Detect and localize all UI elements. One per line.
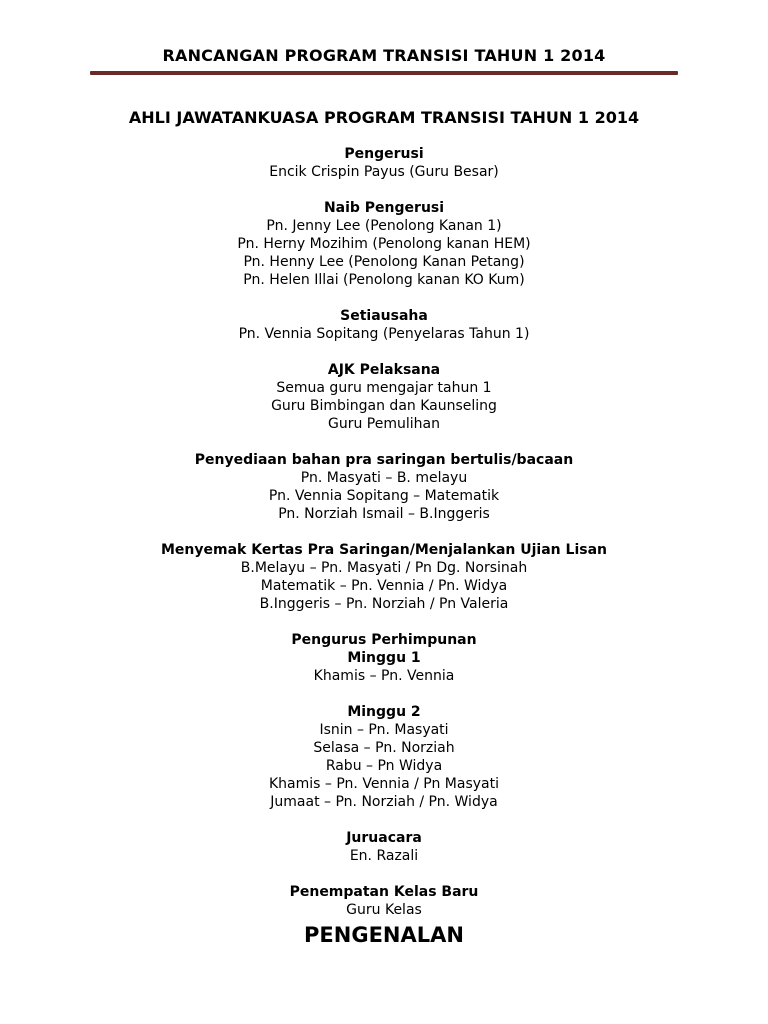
- section-pengurus-perhimpunan: [0, 631, 768, 685]
- section-heading: Pengurus Perhimpunan: [291, 632, 477, 648]
- section-heading: Minggu 2: [347, 704, 421, 720]
- section-setiausaha: [0, 307, 768, 343]
- member-line: Encik Crispin Payus (Guru Besar): [269, 164, 499, 180]
- section-minggu-2: [0, 703, 768, 811]
- section-ajk-pelaksana: [0, 361, 768, 433]
- section-penyediaan-bahan: [0, 451, 768, 523]
- section-menyemak-kertas: [0, 541, 768, 613]
- member-line: Semua guru mengajar tahun 1: [276, 380, 492, 396]
- document-title: AHLI JAWATANKUASA PROGRAM TRANSISI TAHUN 1 2014: [128, 108, 640, 127]
- section-heading: Menyemak Kertas Pra Saringan/Menjalankan Ujian Lisan: [161, 542, 607, 558]
- member-line: B.Inggeris – Pn. Norziah / Pn Valeria: [259, 596, 509, 612]
- next-section-heading: PENGENALAN: [304, 923, 464, 947]
- member-line: Khamis – Pn. Vennia / Pn Masyati: [269, 776, 499, 792]
- section-heading: Penyediaan bahan pra saringan bertulis/bacaan: [194, 452, 574, 468]
- section-penempatan-kelas: [0, 883, 768, 949]
- member-line: Pn. Masyati – B. melayu: [300, 470, 468, 486]
- header-divider: [90, 71, 678, 75]
- member-line: Guru Bimbingan dan Kaunseling: [271, 398, 497, 414]
- member-line: Rabu – Pn Widya: [325, 758, 443, 774]
- section-naib-pengerusi: [0, 199, 768, 289]
- member-line: Khamis – Pn. Vennia: [313, 668, 455, 684]
- member-line: Pn. Vennia Sopitang (Penyelaras Tahun 1): [238, 326, 530, 342]
- member-line: B.Melayu – Pn. Masyati / Pn Dg. Norsinah: [240, 560, 528, 576]
- member-line: Pn. Vennia Sopitang – Matematik: [268, 488, 500, 504]
- section-heading: Setiausaha: [340, 308, 428, 324]
- member-line: Pn. Helen Illai (Penolong kanan KO Kum): [243, 272, 525, 288]
- member-line: Pn. Norziah Ismail – B.Inggeris: [278, 506, 490, 522]
- member-line: En. Razali: [349, 848, 419, 864]
- section-juruacara: [0, 829, 768, 865]
- section-heading: AJK Pelaksana: [327, 362, 441, 378]
- section-heading: Naib Pengerusi: [323, 200, 445, 216]
- section-heading: Juruacara: [346, 830, 422, 846]
- section-subheading: Minggu 1: [347, 650, 421, 666]
- member-line: Pn. Henny Lee (Penolong Kanan Petang): [243, 254, 525, 270]
- section-pengerusi: [0, 145, 768, 181]
- member-line: Pn. Herny Mozihim (Penolong kanan HEM): [237, 236, 531, 252]
- member-line: Jumaat – Pn. Norziah / Pn. Widya: [270, 794, 498, 810]
- member-line: Guru Kelas: [346, 902, 422, 918]
- member-line: Isnin – Pn. Masyati: [319, 722, 449, 738]
- section-heading: Penempatan Kelas Baru: [289, 884, 479, 900]
- member-line: Guru Pemulihan: [328, 416, 440, 432]
- committee-list: [0, 145, 768, 949]
- header-title: RANCANGAN PROGRAM TRANSISI TAHUN 1 2014: [162, 46, 606, 65]
- section-heading: Pengerusi: [344, 146, 424, 162]
- member-line: Pn. Jenny Lee (Penolong Kanan 1): [266, 218, 502, 234]
- member-line: Selasa – Pn. Norziah: [313, 740, 455, 756]
- member-line: Matematik – Pn. Vennia / Pn. Widya: [260, 578, 508, 594]
